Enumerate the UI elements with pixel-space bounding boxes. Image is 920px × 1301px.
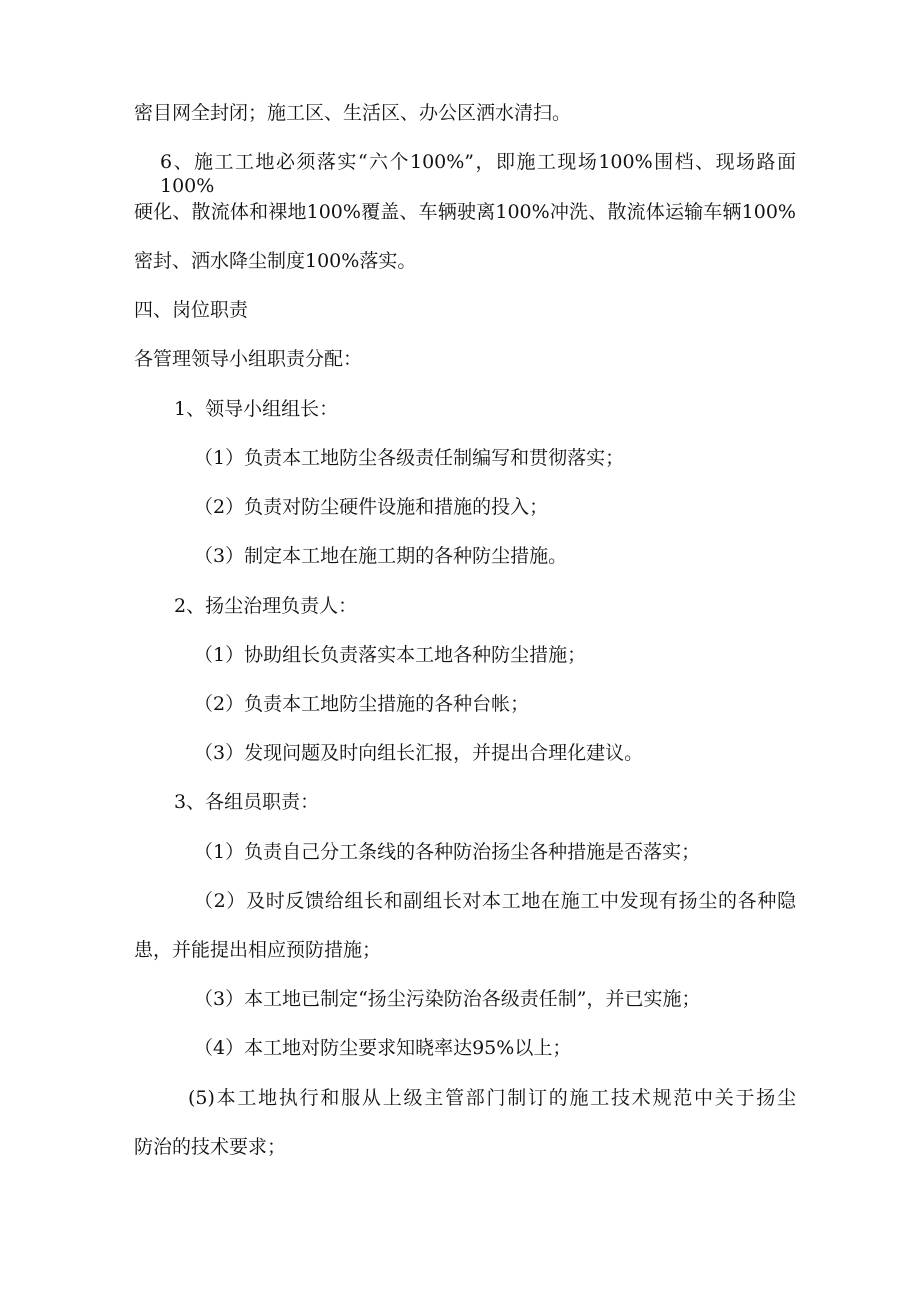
list-item: （1）负责自己分工条线的各种防治扬尘各种措施是否落实；: [194, 841, 701, 863]
paragraph-line: 密目网全封闭；施工区、生活区、办公区洒水清扫。: [134, 102, 572, 124]
list-item: （3）发现问题及时向组长汇报，并提出合理化建议。: [194, 742, 644, 764]
list-item: （2）负责本工地防尘措施的各种台帐；: [194, 693, 530, 715]
list-item: （3）本工地已制定“扬尘污染防治各级责任制”，并已实施；: [194, 988, 701, 1010]
list-item: （1）协助组长负责落实本工地各种防尘措施；: [194, 644, 587, 666]
subsection-heading: 2、扬尘治理负责人：: [174, 595, 358, 617]
paragraph-line: 密封、洒水降尘制度100%落实。: [134, 250, 417, 272]
list-item-continuation: 防治的技术要求；: [134, 1136, 287, 1158]
paragraph-line: 硬化、散流体和裸地100%覆盖、车辆驶离100%冲洗、散流体运输车辆100%: [134, 201, 796, 223]
list-item: （2）及时反馈给组长和副组长对本工地在施工中发现有扬尘的各种隐: [194, 890, 796, 912]
list-item: （1）负责本工地防尘各级责任制编写和贯彻落实；: [194, 447, 625, 469]
subsection-heading: 3、各组员职责：: [174, 791, 320, 813]
list-item: （3）制定本工地在施工期的各种防尘措施。: [194, 545, 568, 567]
list-item: （4）本工地对防尘要求知晓率达95%以上；: [194, 1037, 572, 1059]
paragraph-line: 6、施工工地必须落实“六个100%”，即施工现场100%围档、现场路面100%: [160, 151, 796, 197]
section-heading: 四、岗位职责: [134, 299, 249, 321]
subsection-heading: 1、领导小组组长：: [174, 398, 339, 420]
list-item: (5)本工地执行和服从上级主管部门制订的施工技术规范中关于扬尘: [188, 1087, 796, 1109]
paragraph-line: 各管理领导小组职责分配：: [134, 348, 363, 370]
list-item-continuation: 患，并能提出相应预防措施；: [134, 939, 382, 961]
list-item: （2）负责对防尘硬件设施和措施的投入；: [194, 496, 549, 518]
